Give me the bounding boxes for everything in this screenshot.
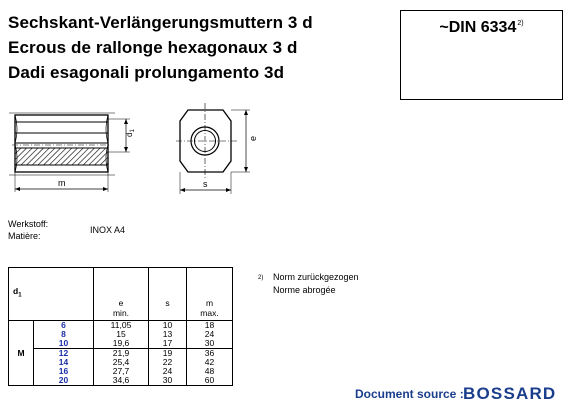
cell-m: 48 [187, 367, 233, 376]
header-s: s [149, 268, 187, 321]
cell-s: 10 [149, 321, 187, 331]
title-block [8, 10, 313, 85]
material-labels [8, 218, 48, 242]
cell-m: 60 [187, 376, 233, 386]
cell-e: 19,6 [94, 339, 149, 349]
cell-m: 42 [187, 358, 233, 367]
dimension-table [8, 267, 233, 386]
header-e: e min. [94, 268, 149, 321]
technical-drawing [0, 95, 290, 205]
dim-m-label: m [58, 178, 66, 188]
cell-s: 30 [149, 376, 187, 386]
dim-e-label: e [248, 135, 258, 141]
front-view [176, 103, 250, 194]
table-row [9, 376, 233, 386]
cell-d1: 8 [34, 330, 94, 339]
material-label-de: Werkstoff: [8, 219, 49, 229]
cell-e: 21,9 [94, 349, 149, 359]
standard-box [400, 10, 563, 100]
material-value: INOX A4 [90, 225, 126, 235]
cell-m: 18 [187, 321, 233, 331]
standard-name: ~DIN 6334 [439, 19, 517, 36]
cell-e: 34,6 [94, 376, 149, 386]
cell-s: 13 [149, 330, 187, 339]
cell-d1: 16 [34, 367, 94, 376]
cell-s: 19 [149, 349, 187, 359]
title-french: Ecrous de rallonge hexagonaux 3 d [8, 38, 298, 57]
cell-d1: 12 [34, 349, 94, 359]
side-view [9, 113, 130, 192]
cell-d1: 10 [34, 339, 94, 349]
material-label-fr: Matière: [8, 231, 41, 241]
cell-s: 17 [149, 339, 187, 349]
bossard-logo: BOSSARD [463, 384, 557, 403]
dim-d1-label: $d_1$ [125, 129, 136, 137]
cell-e: 25,4 [94, 358, 149, 367]
footnote-text-fr: Norme abrogée [273, 285, 336, 295]
cell-e: 15 [94, 330, 149, 339]
standard-label [401, 19, 562, 37]
cell-m: 36 [187, 349, 233, 359]
title-italian: Dadi esagonali prolungamento 3d [8, 63, 285, 82]
cell-d1: 20 [34, 376, 94, 386]
cell-s: 22 [149, 358, 187, 367]
header-m: m max. [187, 268, 233, 321]
title-german: Sechskant-Verlängerungsmuttern 3 d [8, 13, 313, 32]
cell-d1: 6 [34, 321, 94, 331]
cell-m: 30 [187, 339, 233, 349]
standard-footnote-ref: 2) [517, 20, 524, 27]
dim-s-label: s [203, 179, 208, 189]
thread-prefix: M [9, 321, 34, 386]
footnote-mark: 2) [258, 275, 264, 281]
cell-e: 11,05 [94, 321, 149, 331]
cell-d1: 14 [34, 358, 94, 367]
cell-m: 24 [187, 330, 233, 339]
cell-e: 27,7 [94, 367, 149, 376]
table-header-row [9, 268, 233, 321]
footnote [258, 271, 359, 297]
cell-s: 24 [149, 367, 187, 376]
document-source-label: Document source : [355, 387, 464, 401]
footnote-text-de: Norm zurückgezogen [273, 272, 359, 282]
header-d1: $d_1$ [9, 268, 94, 321]
